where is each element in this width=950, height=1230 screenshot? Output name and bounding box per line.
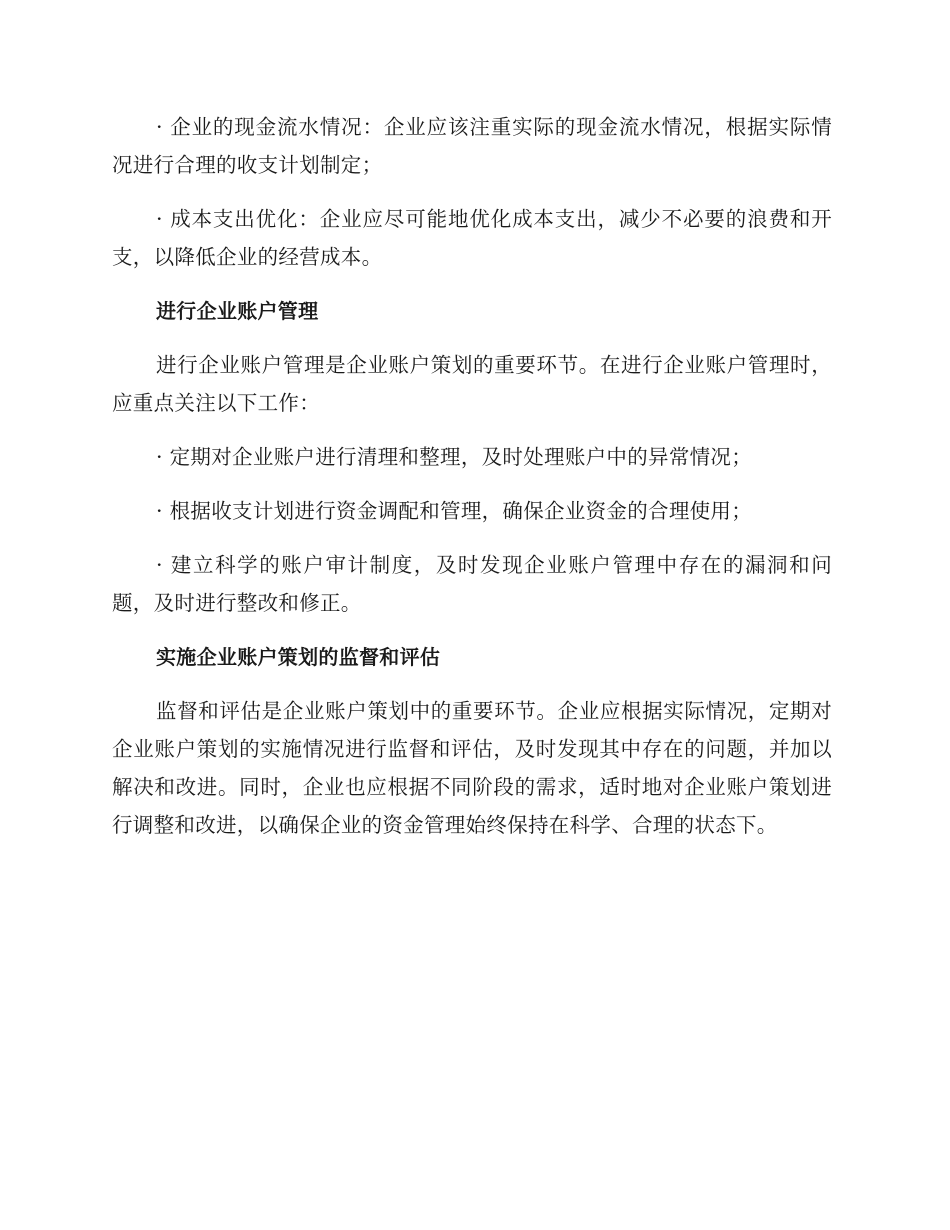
bullet-account-cleanup: · 定期对企业账户进行清理和整理，及时处理账户中的异常情况； <box>156 445 753 469</box>
document-body <box>112 108 832 860</box>
bullet-cost-optimization: · 成本支出优化：企业应尽可能地优化成本支出，减少不必要的浪费和开支，以降低企业的经营成本。 <box>112 207 832 269</box>
bullet-fund-allocation: · 根据收支计划进行资金调配和管理，确保企业资金的合理使用； <box>156 499 753 523</box>
paragraph-account-management-intro: 进行企业账户管理是企业账户策划的重要环节。在进行企业账户管理时，应重点关注以下工作： <box>112 353 832 415</box>
bullet-cash-flow: · 企业的现金流水情况：企业应该注重实际的现金流水情况，根据实际情况进行合理的收支计划制定； <box>112 115 832 177</box>
section-heading-account-management: 进行企业账户管理 <box>156 299 319 323</box>
paragraph-supervision-evaluation: 监督和评估是企业账户策划中的重要环节。企业应根据实际情况，定期对企业账户策划的实施情况进行监督和评估，及时发现其中存在的问题，并加以解决和改进。同时，企业也应根据不同阶段的需求，适时地对企业账户策划进行调整和改进，以确保企业的资金管理始终保持在科学、合理的状态下。 <box>112 699 832 837</box>
section-heading-supervision-evaluation: 实施企业账户策划的监督和评估 <box>156 645 441 669</box>
bullet-audit-system: · 建立科学的账户审计制度，及时发现企业账户管理中存在的漏洞和问题，及时进行整改和修正。 <box>112 553 832 615</box>
